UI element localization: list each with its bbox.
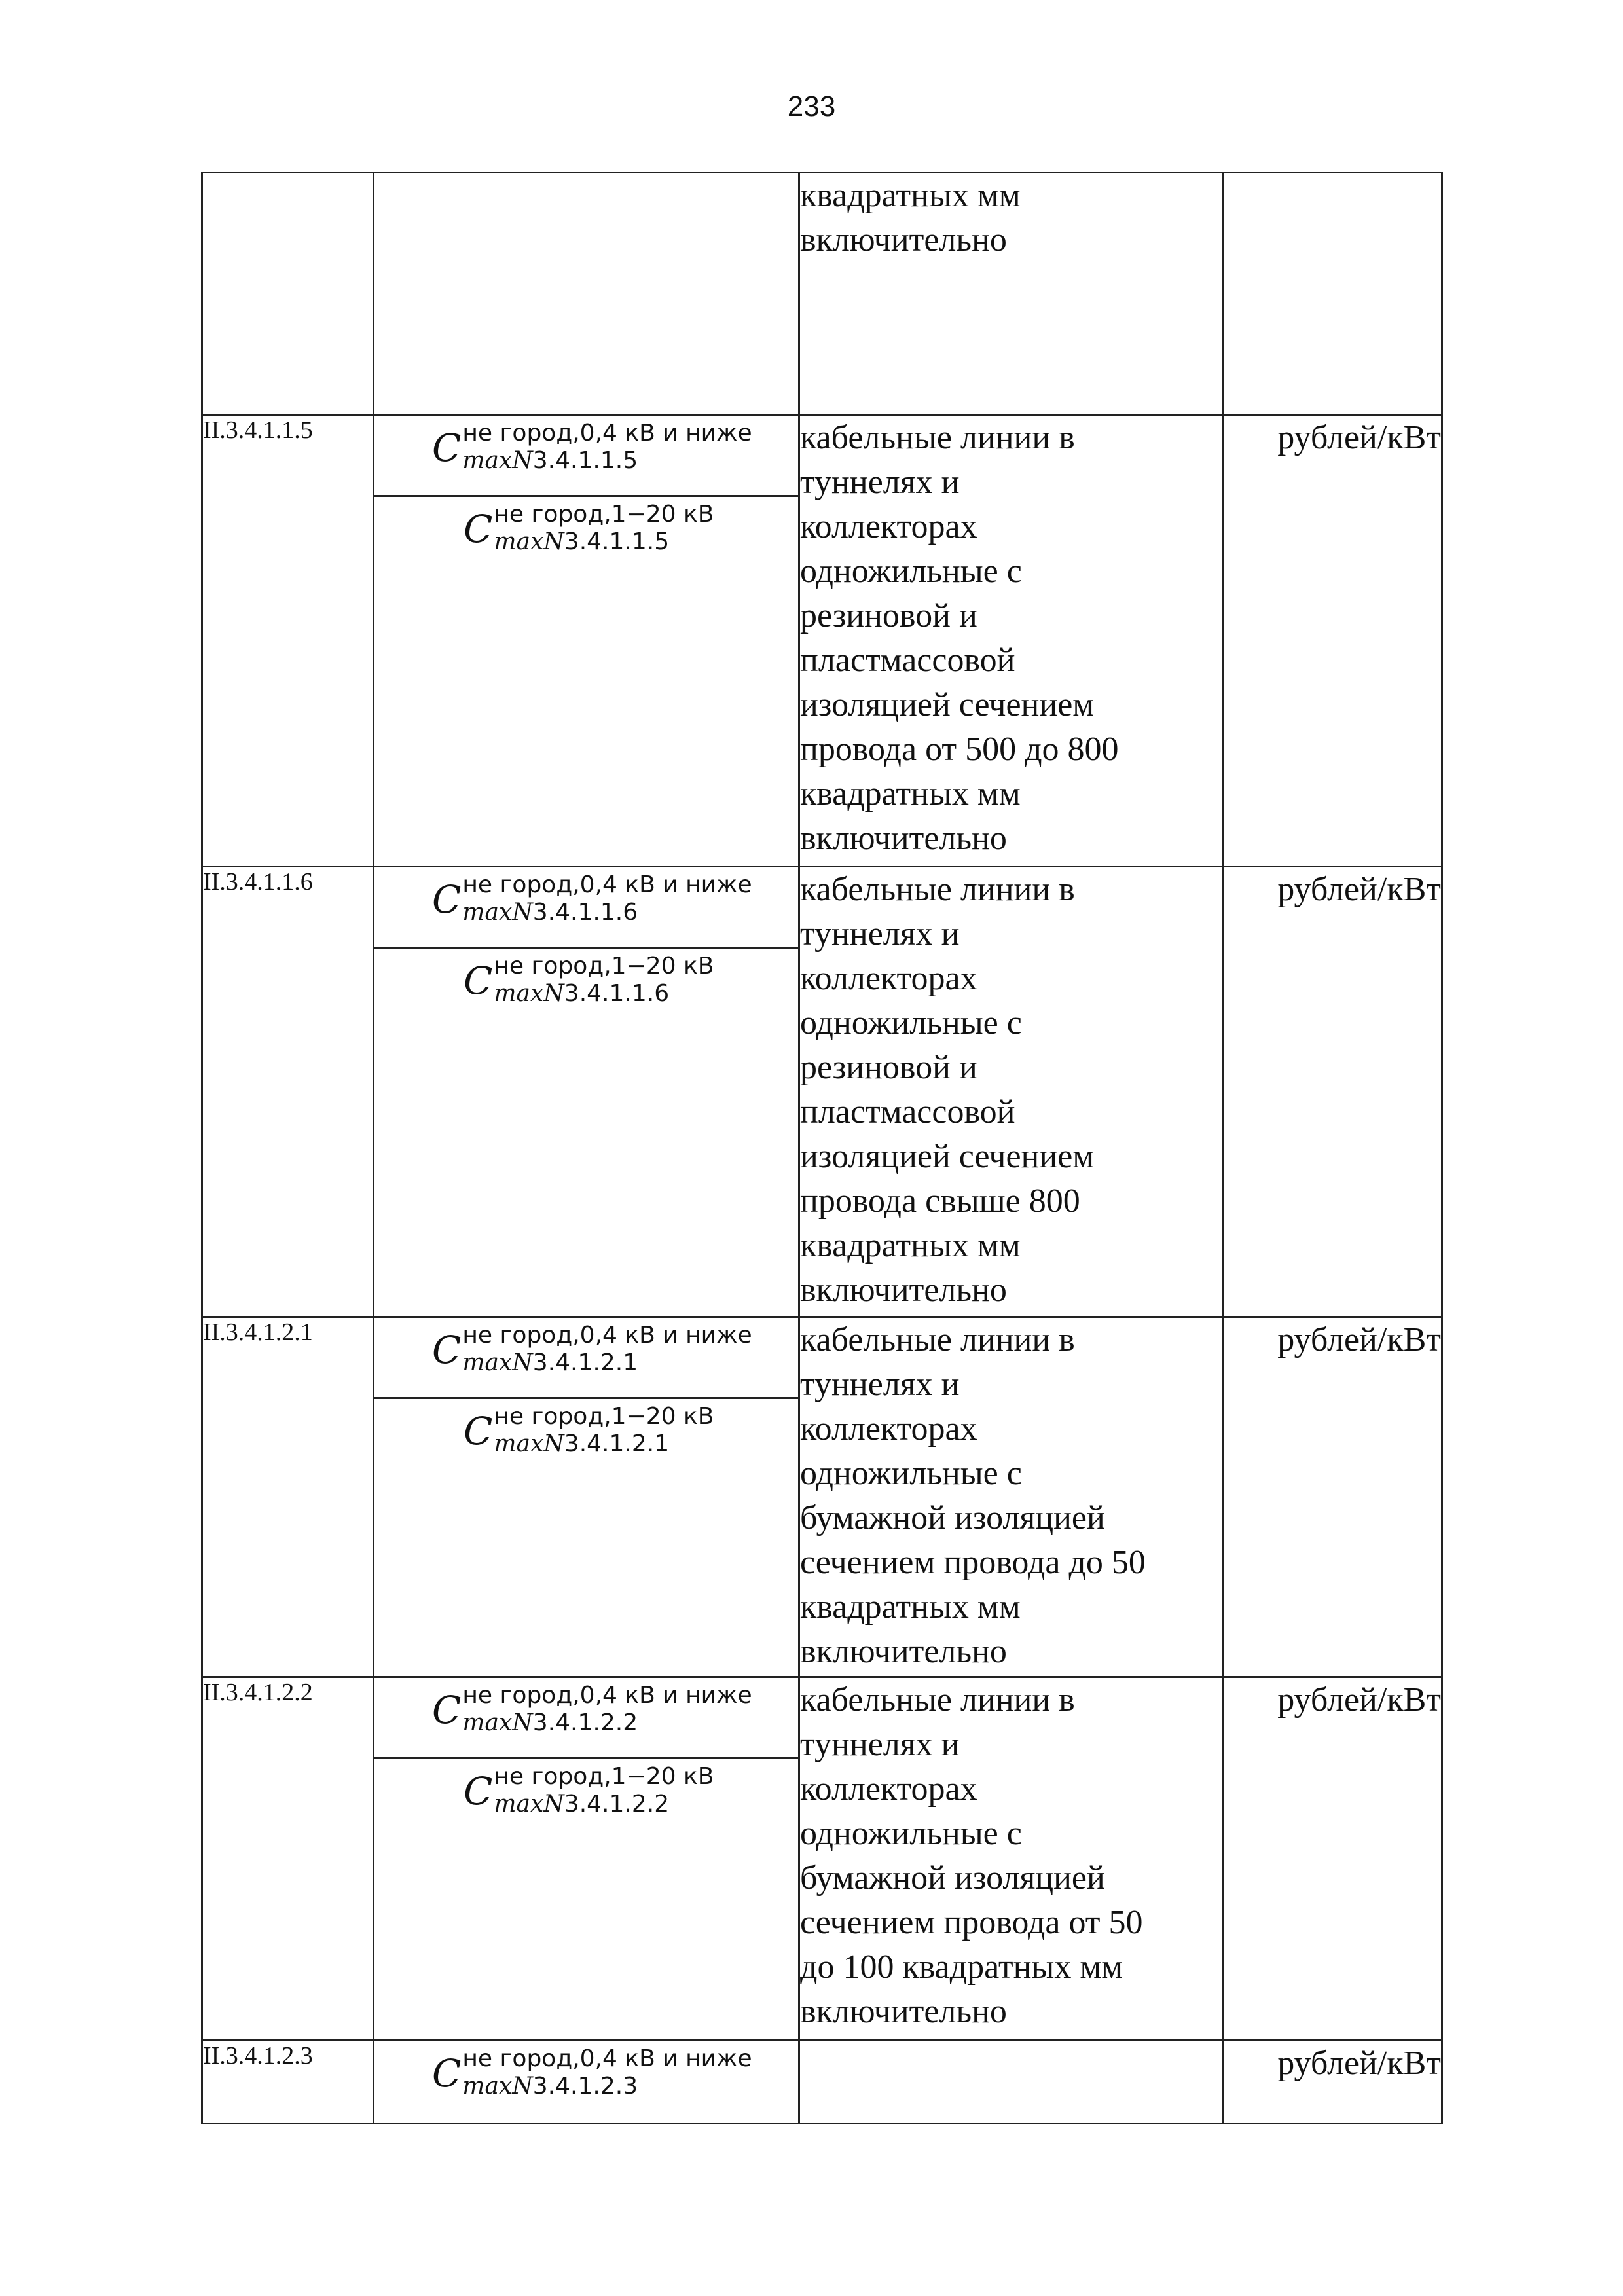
- formula-subscript-variable: maxN: [462, 899, 533, 926]
- item-code: II.3.4.1.2.2: [202, 1677, 374, 2041]
- formula-0-4kv: [374, 416, 798, 497]
- formula-superscript: не город,0,4 кВ и ниже: [462, 1322, 752, 1349]
- formula-superscript: не город,1−20 кВ: [494, 501, 714, 528]
- formula-subscript-variable: maxN: [462, 1709, 533, 1736]
- unit-of-measure: рублей/кВт: [1224, 415, 1442, 867]
- description-line: включительно: [800, 1271, 1007, 1309]
- formula-symbol: C: [464, 1409, 493, 1453]
- item-code: II.3.4.1.2.3: [202, 2041, 374, 2124]
- description-line: до 100 квадратных мм: [800, 1948, 1123, 1986]
- formula-superscript: не город,0,4 кВ и ниже: [462, 871, 752, 898]
- formula-subscript: [494, 528, 714, 556]
- line-description: [799, 1677, 1224, 2041]
- cost-formula: [464, 501, 714, 556]
- formula-1-20kv: [374, 1399, 798, 1458]
- description-line: резиновой и: [800, 1049, 977, 1086]
- line-description: [799, 415, 1224, 867]
- formula-superscript: не город,1−20 кВ: [494, 1763, 714, 1790]
- table-row: [202, 2041, 1442, 2124]
- unit-of-measure: рублей/кВт: [1224, 1677, 1442, 2041]
- formula-subscript: [462, 447, 752, 475]
- description-line: одножильные с: [800, 1455, 1022, 1492]
- formula-subscript-number: 3.4.1.1.5: [532, 447, 638, 474]
- formula-subscript-number: 3.4.1.2.1: [564, 1430, 670, 1457]
- formula-subscript-variable: maxN: [494, 980, 564, 1007]
- formula-cell: [374, 867, 799, 1317]
- description-line: коллекторах: [800, 960, 977, 997]
- cost-formula: [432, 871, 752, 926]
- description-line: квадратных мм: [800, 1227, 1021, 1264]
- description-line: квадратных мм: [800, 177, 1021, 214]
- formula-subscript-number: 3.4.1.2.1: [532, 1349, 638, 1376]
- description-line: квадратных мм: [800, 775, 1021, 812]
- formula-subscript: [462, 899, 752, 926]
- item-code: II.3.4.1.1.5: [202, 415, 374, 867]
- formula-0-4kv: [374, 867, 798, 949]
- description-line: изоляцией сечением: [800, 1138, 1095, 1175]
- cost-formula: [464, 953, 714, 1008]
- formula-subscript-number: 3.4.1.1.5: [564, 528, 670, 555]
- description-line: резиновой и: [800, 597, 977, 634]
- formula-1-20kv: [374, 1759, 798, 1818]
- description-line: туннелях и: [800, 1726, 960, 1763]
- formula-subscript: [462, 1709, 752, 1737]
- formula-subscript-variable: maxN: [462, 2073, 533, 2100]
- formula-cell: [374, 173, 799, 415]
- formula-symbol: C: [464, 958, 493, 1003]
- formula-symbol: C: [464, 1769, 493, 1813]
- description-line: включительно: [800, 820, 1007, 857]
- line-description: [799, 867, 1224, 1317]
- description-line: провода свыше 800: [800, 1182, 1080, 1220]
- formula-subscript: [494, 1791, 714, 1818]
- formula-0-4kv: [374, 1678, 798, 1759]
- formula-superscript: не город,0,4 кВ и ниже: [462, 420, 752, 446]
- description-line: сечением провода до 50: [800, 1544, 1146, 1581]
- formula-symbol: C: [464, 507, 493, 551]
- formula-subscript-variable: maxN: [494, 1430, 564, 1457]
- unit-of-measure: рублей/кВт: [1224, 1317, 1442, 1677]
- description-line: одножильные с: [800, 1815, 1022, 1852]
- formula-1-20kv: [374, 949, 798, 1008]
- table-row: [202, 867, 1442, 1317]
- description-line: пластмассовой: [800, 1093, 1015, 1131]
- description-line: одножильные с: [800, 553, 1022, 590]
- formula-symbol: C: [432, 426, 462, 470]
- line-description: [799, 2041, 1224, 2124]
- table-row: [202, 1317, 1442, 1677]
- formula-subscript: [462, 1349, 752, 1377]
- description-line: бумажной изоляцией: [800, 1859, 1105, 1897]
- formula-subscript-variable: maxN: [462, 1349, 533, 1376]
- table-row: [202, 415, 1442, 867]
- cost-formula: [432, 420, 752, 475]
- description-line: кабельные линии в: [800, 419, 1075, 456]
- cost-formula: [464, 1763, 714, 1818]
- formula-0-4kv: [374, 2041, 798, 2100]
- description-line: включительно: [800, 1993, 1007, 2030]
- description-line: включительно: [800, 221, 1007, 259]
- description-line: квадратных мм: [800, 1588, 1021, 1626]
- page-number: 233: [787, 90, 836, 122]
- formula-symbol: C: [432, 1688, 462, 1732]
- description-line: одножильные с: [800, 1004, 1022, 1042]
- formula-subscript-number: 3.4.1.1.6: [564, 980, 670, 1007]
- description-line: пластмассовой: [800, 642, 1015, 679]
- tariff-table: [201, 172, 1443, 2124]
- cost-formula: [432, 1682, 752, 1737]
- cost-formula: [432, 1322, 752, 1377]
- line-description: [799, 1317, 1224, 1677]
- description-line: коллекторах: [800, 1770, 977, 1808]
- description-line: туннелях и: [800, 1366, 960, 1403]
- table-row: [202, 173, 1442, 415]
- unit-of-measure: рублей/кВт: [1224, 2041, 1442, 2124]
- formula-cell: [374, 1317, 799, 1677]
- formula-cell: [374, 415, 799, 867]
- formula-subscript-variable: maxN: [462, 447, 533, 474]
- formula-symbol: C: [432, 1328, 462, 1372]
- description-line: кабельные линии в: [800, 1681, 1075, 1719]
- description-line: включительно: [800, 1633, 1007, 1670]
- formula-symbol: C: [432, 877, 462, 922]
- formula-superscript: не город,1−20 кВ: [494, 1403, 714, 1430]
- table-row: [202, 1677, 1442, 2041]
- description-line: коллекторах: [800, 508, 977, 545]
- unit-of-measure: [1224, 173, 1442, 415]
- description-line: провода от 500 до 800: [800, 731, 1119, 768]
- cost-formula: [432, 2045, 752, 2100]
- unit-of-measure: рублей/кВт: [1224, 867, 1442, 1317]
- formula-superscript: не город,0,4 кВ и ниже: [462, 2045, 752, 2072]
- formula-subscript: [462, 2073, 752, 2100]
- formula-superscript: не город,0,4 кВ и ниже: [462, 1682, 752, 1709]
- formula-subscript: [494, 1430, 714, 1458]
- formula-subscript-number: 3.4.1.2.2: [564, 1791, 670, 1817]
- item-code: II.3.4.1.2.1: [202, 1317, 374, 1677]
- line-description: [799, 173, 1224, 415]
- formula-subscript-number: 3.4.1.2.3: [532, 2073, 638, 2100]
- description-line: коллекторах: [800, 1410, 977, 1448]
- item-code: II.3.4.1.1.6: [202, 867, 374, 1317]
- description-line: бумажной изоляцией: [800, 1499, 1105, 1537]
- formula-subscript-number: 3.4.1.1.6: [532, 899, 638, 926]
- formula-cell: [374, 1677, 799, 2041]
- description-line: туннелях и: [800, 915, 960, 953]
- description-line: туннелях и: [800, 464, 960, 501]
- formula-subscript: [494, 980, 714, 1008]
- formula-subscript-number: 3.4.1.2.2: [532, 1709, 638, 1736]
- formula-subscript-variable: maxN: [494, 528, 564, 555]
- formula-0-4kv: [374, 1318, 798, 1399]
- description-line: кабельные линии в: [800, 1321, 1075, 1358]
- cost-formula: [464, 1403, 714, 1458]
- formula-symbol: C: [432, 2051, 462, 2096]
- formula-subscript-variable: maxN: [494, 1791, 564, 1817]
- description-line: кабельные линии в: [800, 871, 1075, 908]
- formula-cell: [374, 2041, 799, 2124]
- description-line: сечением провода от 50: [800, 1904, 1143, 1941]
- description-line: изоляцией сечением: [800, 686, 1095, 723]
- item-code: [202, 173, 374, 415]
- formula-1-20kv: [374, 497, 798, 556]
- formula-superscript: не город,1−20 кВ: [494, 953, 714, 979]
